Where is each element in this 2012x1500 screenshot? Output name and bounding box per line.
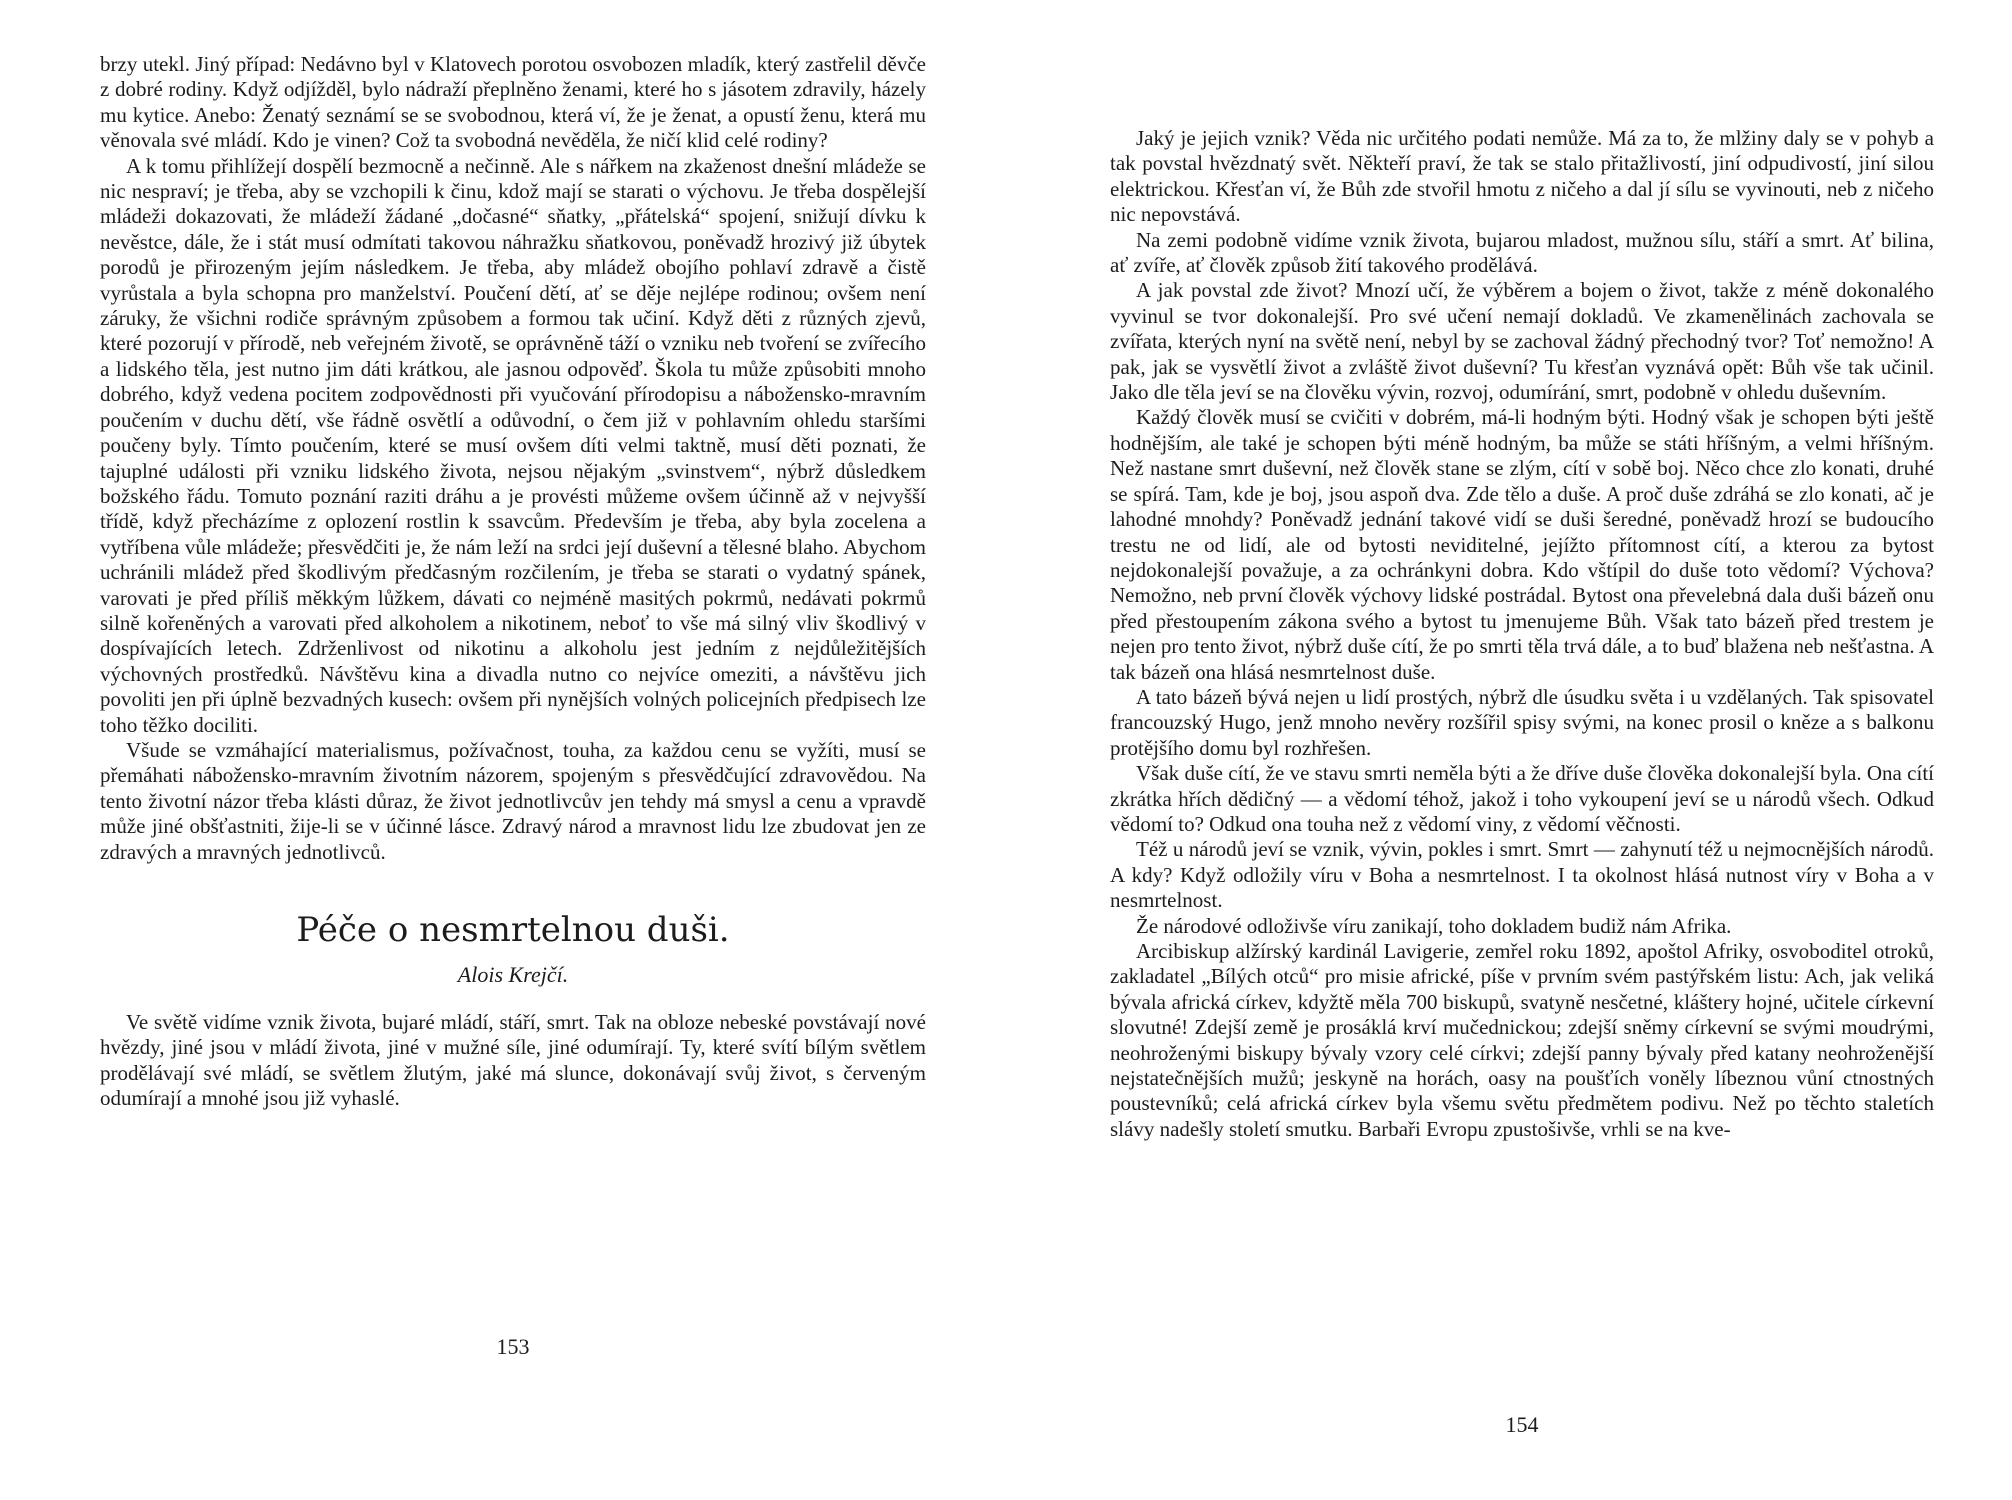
left-page-body — [100, 52, 926, 865]
page-number: 154 — [1505, 1412, 1539, 1437]
paragraph: Však duše cítí, že ve stavu smrti neměla býti a že dříve duše člověka dokonalejší byla. Ona cítí zkrátka hřích dědičný — a vědomí téhož, jakož i toho vykoupení jeví se u národů všech. Odkud vědomí to? Odkud ona touha než z vědomí viny, z vědomí věčnosti. — [1110, 761, 1934, 836]
paragraph: Na zemi podobně vidíme vznik života, bujarou mladost, mužnou sílu, stáří a smrt. Ať bilina, ať zvíře, ať člověk způsob žití takového prodělává. — [1110, 227, 1934, 278]
article-body — [100, 1010, 926, 1112]
paragraph: A jak povstal zde život? Mnozí učí, že výběrem a bojem o život, takže z méně dokonalého vyvinul se tvor dokonalejší. Pro své učení nemají dokladů. Ve zkamenělinách zachovala se zvířata, kterých nyní na světě není, nebyl by se zachoval žádný přechodný tvor? Toť nemožno! A pak, jak se vysvětlí život a zvláště život duševní? Tu křesťan vyznává opět: Bůh vše tak učinil. Jako dle těla jeví se na člověku vývin, rozvoj, odumírání, smrt, podobně v ohledu duševním. — [1110, 278, 1934, 405]
paragraph: Ve světě vidíme vznik života, bujaré mládí, stáří, smrt. Tak na obloze nebeské povstávají nové hvězdy, jiné jsou v mládí života, jiné v mužné síle, jiné odumírají. Ty, které svítí bílým světlem prodělávají své mládí, se světlem žlutým, jaké má slunce, dokonávají svůj život, s červeným odumírají a mnohé jsou již vyhaslé. — [100, 1010, 926, 1111]
paragraph: A k tomu přihlížejí dospělí bezmocně a nečinně. Ale s nářkem na zkaženost dnešní mládeže se nic nespraví; je třeba, aby se vzchopili k činu, kdož mají se starati o výchovu. Je třeba dospělejší mládeži dokazovati, že mládeží žádané „dočasné“ sňatky, „přátelská“ spojení, snižují dívku k nevěstce, dále, že i stát musí odmítati takovou náhražku sňatkovou, poněvadž hrozivý již úbytek porodů je přirozeným jejím následkem. Je třeba, aby mládež obojího pohlaví zdravě a čistě vyrůstala a byla schopna pro manželství. Poučení dětí, ať se děje nejlépe rodinou; ovšem není záruky, že všichni rodiče správným způsobem a formou tak učiní. Když děti z různých zjevů, které pozorují v přírodě, neb veřejném životě, se oprávněně táží o vzniku neb tvoření se zvířecího a lidského těla, jest nutno jim dáti krátkou, ale jasnou odpověď. Škola tu může způsobiti mnoho dobrého, když vedena pocitem zodpovědnosti při vyučování přírodopisu a nábožensko-mravním poučením v duchu dětí, vše řádně osvětlí a odůvodní, o čem již v pohlavním ohledu staršími poučeny byly. Tímto poučením, které se musí ovšem díti velmi taktně, musí děti poznati, že tajuplné události při vzniku lidského života, nejsou nějakým „svinstvem“, nýbrž důsledkem božského řádu. Tomuto poznání raziti dráhu a je provésti můžeme ovšem účinně až v nejvyšší třídě, když přecházíme z oplození rostlin k ssavcům. Především je třeba, aby byla zocelena a vytříbena vůle mládeže; přesvědčiti je, že nám leží na srdci její duševní a tělesné blaho. Abychom uchránili mládež před škodlivým předčasným rozčilením, je třeba se starati o vydatný spánek, varovati je před příliš měkkým lůžkem, dávati co nejméně masitých pokrmů, nedávati pokrmů silně kořeněných a varovati před alkoholem a nikotinem, neboť to vše má silný vliv škodlivý v dospívajících letech. Zdrženlivost od nikotinu a alkoholu jest jedním z nejdůležitějších výchovných prostředků. Návštěvu kina a divadla nutno co nejvíce omeziti, a návštěvu jich povoliti jen při úplně bezvadných kusech: ovšem při nynějších volných policejních předpisech lze toho těžko dociliti. — [100, 153, 926, 737]
article-author: Alois Krejčí. — [457, 962, 569, 987]
paragraph: Každý člověk musí se cvičiti v dobrém, má-li hodným býti. Hodný však je schopen býti ještě hodnějším, ale také je schopen býti méně hodným, ba může se státi hříšným, a velmi hříšným. Než nastane smrt duševní, než člověk stane se zlým, cítí v sobě boj. Něco chce zlo konati, druhé se spírá. Tam, kde je boj, jsou aspoň dva. Zde tělo a duše. A proč duše zdráhá se zlo konati, ač je lahodné mnohdy? Poněvadž jednání takové vidí se duši šeredné, poněvadž hrozí se budoucího trestu ne od lidí, ale od bytosti neviditelné, jejížto přítomnost cítí, a kterou za bytost nejdokonalejší považuje, a za ochránkyni dobra. Kdo vštípil do duše toto vědomí? Výchova? Nemožno, neb první člověk výchovy lidské postrádal. Bytost ona převelebná dala duši bázeň onu před přestoupením zákona svého a bytost tu jmenujeme Bůh. Však tato bázeň před trestem je nejen pro tento život, nýbrž duše cítí, že po smrti těla trvá dále, a to buď blažena neb nešťastna. A tak bázeň ona hlásá nesmrtelnost duše. — [1110, 405, 1934, 684]
paragraph: brzy utekl. Jiný případ: Nedávno byl v Klatovech porotou osvobozen mladík, který zastřelil děvče z dobré rodiny. Když odjížděl, bylo nádraží přeplněno ženami, které ho s jásotem zdravily, házely mu kytice. Anebo: Ženatý seznámí se se svobodnou, která ví, že je ženat, a opustí ženu, která mu věnovala své mládí. Kdo je vinen? Což ta svobodná nevěděla, že ničí klid celé rodiny? — [100, 52, 926, 153]
paragraph: Též u národů jeví se vznik, vývin, pokles i smrt. Smrt — zahynutí též u nejmocnějších národů. A kdy? Když odložily víru v Boha a nesmrtelnost. I ta okolnost hlásá nutnost víry v Boha a v nesmrtelnost. — [1110, 837, 1934, 913]
right-page — [1110, 0, 1934, 1500]
paragraph: Že národové odloživše víru zanikají, toho dokladem budiž nám Afrika. — [1136, 913, 1732, 938]
paragraph: Arcibiskup alžírský kardinál Lavigerie, zemřel roku 1892, apoštol Afriky, osvoboditel otroků, zakladatel „Bílých otců“ pro misie africké, píše v prvním svém pastýřském listu: Ach, jak veliká bývala africká církev, kdyžtě měla 700 biskupů, svatyně nesčetné, kláštery hojné, učitele církevní slovutné! Zdejší země je prosáklá krví mučednickou; zdejší sněmy církevní se svými moudrými, neohroženými biskupy bývaly vzory celé církvi; zdejší panny bývaly před katany neohroženější nejstatečnějších mužů; jeskyně na horách, oasy na poušťích voněly líbeznou vůní ctnostných poustevníků; celá africká církev byla všemu světu předmětem podivu. Než po těchto staletích slávy nadešly století smutku. Barbaři Evropu zpustošivše, vrhli se na kve- — [1110, 939, 1934, 1141]
right-page-body — [1110, 126, 1934, 1142]
paragraph: Všude se vzmáhající materialismus, požívačnost, touha, za každou cenu se vyžíti, musí se přemáhati nábožensko-mravním životním názorem, spojeným s přesvědčující zdravovědou. Na tento životní názor třeba klásti důraz, že život jednotlivcův jen tehdy má smysl a cenu a vpravdě může jiné obšťastniti, žije-li se v účinné lásce. Zdravý národ a mravnost lidu lze zbudovat jen ze zdravých a mravných jednotlivců. — [100, 737, 926, 864]
paragraph: A tato bázeň bývá nejen u lidí prostých, nýbrž dle úsudku světa i u vzdělaných. Tak spisovatel francouzský Hugo, jenž mnoho nevěry rozšířil spisy svými, na konec prosil o kněze a s balkonu protějšího domu byl rozhřešen. — [1110, 684, 1934, 760]
article-title: Péče o nesmrtelnou duši. — [296, 910, 730, 950]
left-page — [100, 0, 926, 1500]
paragraph: Jaký je jejich vznik? Věda nic určitého podati nemůže. Má za to, že mlžiny daly se v pohyb a tak povstal hvězdnatý svět. Někteří praví, že tak se stalo přitažlivostí, jiní odpudivostí, jiní silou elektrickou. Křesťan ví, že Bůh zde stvořil hmotu z ničeho a dal jí sílu se vyvinouti, neb z ničeho nic nepovstává. — [1110, 126, 1934, 227]
page-number: 153 — [496, 1334, 530, 1359]
